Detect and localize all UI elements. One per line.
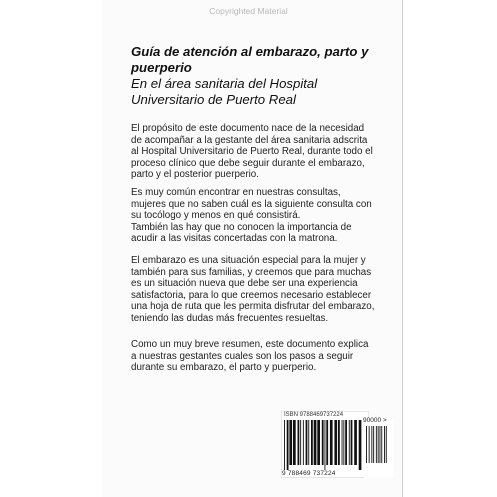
book-subtitle: En el área sanitaria del Hospital Universitario de Puerto Real <box>131 76 318 107</box>
book-title: Guía de atención al embarazo, parto y puerperio <box>131 44 369 75</box>
barcode-bar <box>293 420 296 465</box>
barcode-bar <box>376 426 377 463</box>
ean-barcode <box>283 420 363 470</box>
barcode-bar <box>378 426 379 463</box>
barcode-bar <box>359 420 362 470</box>
barcode-bar <box>306 420 308 465</box>
barcode-bar <box>308 420 309 465</box>
barcode-bar <box>371 426 372 463</box>
price-addon-label: 90000 > <box>363 417 387 424</box>
barcode-bar <box>311 420 313 465</box>
watermark: Copyrighted Material <box>209 6 288 16</box>
barcode-bar <box>366 426 367 463</box>
barcode-bar <box>330 420 333 465</box>
barcode-bar <box>381 426 382 463</box>
barcode-bar <box>314 420 317 465</box>
paragraph-pregnancy: El embarazo es una situación especial para la mujer y también para sus familias, y creemos que para muchas es un situación nueva que debe ser una experiencia satisfactoria, para lo que creemos necesario establecer una hoja de ruta que les permita disfrutar del embarazo, teniendo las dudas más frecuentes resueltas. <box>131 255 375 324</box>
barcode-bar <box>338 420 340 465</box>
barcode-bar <box>287 420 289 470</box>
isbn-label: ISBN 9788469737224 <box>284 412 344 418</box>
barcode-bar <box>300 420 301 465</box>
barcode-bar <box>317 420 320 465</box>
barcode-bar <box>326 420 328 465</box>
paragraph-purpose: El propósito de este documento nace de la necesidad de acompañar a la gestante del área sanitaria adscrita al Hospital Universitario de Puerto Real, durante todo el proceso clínico que debe seguir durante el embarazo, parto y el posterior puerperio. <box>131 123 373 181</box>
paragraph-matrona-text: También las hay que no conocen la importancia de acudir a las visitas concertadas con la matrona. <box>131 221 352 245</box>
addon-barcode <box>365 426 389 468</box>
barcode-bar <box>373 426 374 463</box>
barcode-bar <box>384 426 385 463</box>
paragraph-summary: Como un muy breve resumen, este documento explica a nuestras gestantes cuales son los pasos a seguir durante su embarazo, el parto y puerperio. <box>131 339 369 374</box>
barcode-bar <box>342 420 343 465</box>
paragraph-consultations <box>131 187 376 245</box>
barcode-bar <box>334 420 337 465</box>
barcode-bar <box>351 420 353 465</box>
barcode-bar <box>386 426 387 463</box>
ean-digits: 9 788469 737224 <box>282 470 336 477</box>
barcode-bar <box>343 420 344 465</box>
barcode-bar <box>345 420 347 465</box>
barcode-bar <box>284 420 285 470</box>
barcode-bar <box>369 426 370 463</box>
barcode-bar <box>380 426 381 463</box>
barcode-bar <box>325 420 326 470</box>
paragraph-consultations-text: Es muy común encontrar en nuestras consultas, mujeres que no saben cuál es la siguiente consulta con su tocólogo y menos en qué consistirá. <box>131 187 372 222</box>
barcode-bar <box>349 420 350 465</box>
barcode-bar <box>354 420 357 465</box>
barcode-bar <box>322 420 324 465</box>
barcode-bar <box>289 420 292 465</box>
cover-edge <box>402 0 403 497</box>
barcode-bar <box>298 420 300 465</box>
barcode-bar <box>303 420 304 465</box>
